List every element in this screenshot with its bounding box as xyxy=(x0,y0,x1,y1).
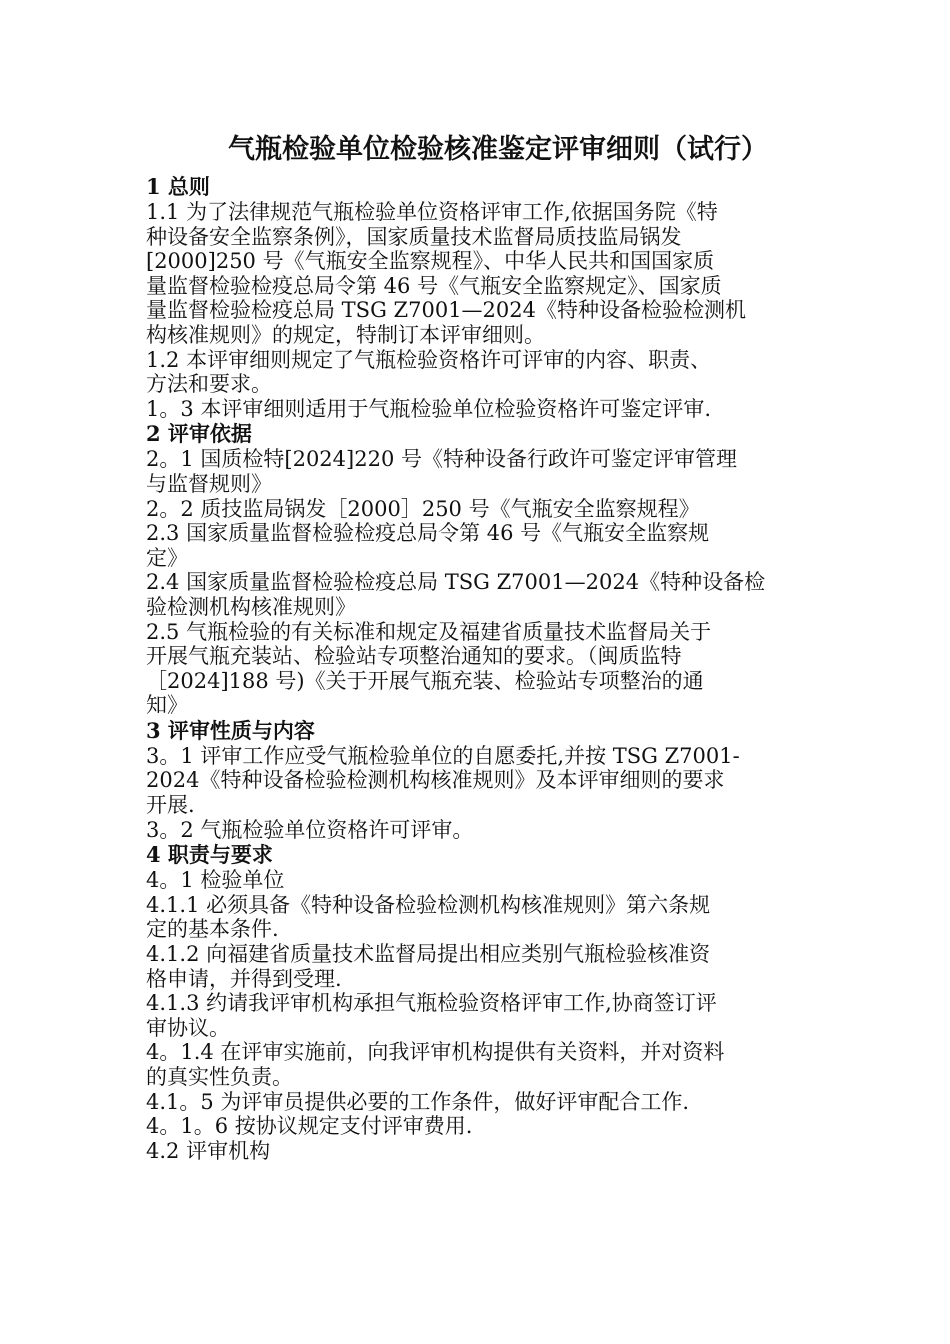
paragraph xyxy=(146,200,814,348)
text-line: 验检测机构核准规则》 xyxy=(146,594,356,619)
text-line: 格申请，并得到受理. xyxy=(146,966,342,991)
text-line: 开展气瓶充装站、检验站专项整治通知的要求。（闽质监特 xyxy=(146,644,682,669)
paragraph xyxy=(146,497,814,522)
text-line: 定》 xyxy=(146,545,188,570)
paragraph xyxy=(146,868,814,893)
text-line: 量监督检验检疫总局令第 46 号《气瓶安全监察规定》、国家质 xyxy=(146,273,722,298)
paragraph xyxy=(146,1139,814,1164)
document-blocks xyxy=(146,174,814,1163)
text-line: 种设备安全监察条例》，国家质量技术监督局质技监局锅发 xyxy=(146,224,682,249)
text-line: 4.1.1 必须具备《特种设备检验检测机构核准规则》第六条规 xyxy=(146,892,711,917)
text-line: 构核准规则》的规定，特制订本评审细则。 xyxy=(146,322,545,347)
text-line: 1。3 本评审细则适用于气瓶检验单位检验资格许可鉴定评审. xyxy=(146,396,712,421)
text-line: 3 评审性质与内容 xyxy=(146,717,315,743)
text-line: 2。1 国质检特[2024]220 号《特种设备行政许可鉴定评审管理 xyxy=(146,447,737,472)
text-line: 2.3 国家质量监督检验检疫总局令第 46 号《气瓶安全监察规 xyxy=(146,521,710,546)
document-title: 气瓶检验单位检验核准鉴定评审细则（试行） xyxy=(228,134,768,165)
paragraph xyxy=(146,1090,814,1115)
text-line: 3。1 评审工作应受气瓶检验单位的自愿委托,并按 TSG Z7001- xyxy=(146,743,740,768)
paragraph xyxy=(146,991,814,1040)
text-line: 4。1 检验单位 xyxy=(146,868,285,893)
paragraph xyxy=(146,818,814,843)
text-line: 2。2 质技监局锅发［2000］250 号《气瓶安全监察规程》 xyxy=(146,496,700,521)
text-line: 2.4 国家质量监督检验检疫总局 TSG Z7001—2024《特种设备检 xyxy=(146,570,766,595)
text-line: 定的基本条件. xyxy=(146,917,279,942)
document-body xyxy=(146,132,814,1163)
paragraph xyxy=(146,348,814,397)
text-line: 1.2 本评审细则规定了气瓶检验资格许可评审的内容、职责、 xyxy=(146,347,712,372)
text-line: 1 总则 xyxy=(146,174,210,199)
text-line: 方法和要求。 xyxy=(146,372,272,397)
text-line: 4。1.4 在评审实施前，向我评审机构提供有关资料，并对资料 xyxy=(146,1040,725,1065)
text-line: 4.1.3 约请我评审机构承担气瓶检验资格评审工作,协商签订评 xyxy=(146,991,717,1016)
paragraph xyxy=(146,1114,814,1139)
text-line: 4。1。6 按协议规定支付评审费用. xyxy=(146,1114,473,1139)
text-line: 3。2 气瓶检验单位资格许可评审。 xyxy=(146,817,474,842)
paragraph xyxy=(146,744,814,818)
text-line: 4 职责与要求 xyxy=(146,842,273,868)
text-line: 审协议。 xyxy=(146,1015,230,1040)
section-heading xyxy=(146,842,814,868)
text-line: 量监督检验检疫总局 TSG Z7001—2024《特种设备检验检测机 xyxy=(146,298,746,323)
text-line: [2000]250 号《气瓶安全监察规程》、中华人民共和国国家质 xyxy=(146,249,715,274)
text-line: 4.2 评审机构 xyxy=(146,1138,271,1163)
paragraph xyxy=(146,1040,814,1089)
paragraph xyxy=(146,620,814,718)
paragraph xyxy=(146,942,814,991)
text-line: 知》 xyxy=(146,693,188,718)
paragraph xyxy=(146,521,814,570)
text-line: 4.1.2 向福建省质量技术监督局提出相应类别气瓶检验核准资 xyxy=(146,942,711,967)
section-heading xyxy=(146,174,814,200)
text-line: 与监督规则》 xyxy=(146,471,272,496)
text-line: 4.1。5 为评审员提供必要的工作条件，做好评审配合工作. xyxy=(146,1089,690,1114)
paragraph xyxy=(146,893,814,942)
text-line: 1.1 为了法律规范气瓶检验单位资格评审工作,依据国务院《特 xyxy=(146,200,718,224)
paragraph xyxy=(146,570,814,619)
paragraph xyxy=(146,447,814,496)
text-line: 2.5 气瓶检验的有关标准和规定及福建省质量技术监督局关于 xyxy=(146,619,712,644)
text-line: 2 评审依据 xyxy=(146,421,252,447)
text-line: ［2024]188 号)《关于开展气瓶充装、检验站专项整治的通 xyxy=(146,668,704,693)
section-heading xyxy=(146,718,814,744)
paragraph xyxy=(146,397,814,422)
text-line: 开展. xyxy=(146,793,195,818)
text-line: 2024《特种设备检验检测机构核准规则》及本评审细则的要求 xyxy=(146,768,725,793)
text-line: 的真实性负责。 xyxy=(146,1065,293,1089)
section-heading xyxy=(146,421,814,447)
